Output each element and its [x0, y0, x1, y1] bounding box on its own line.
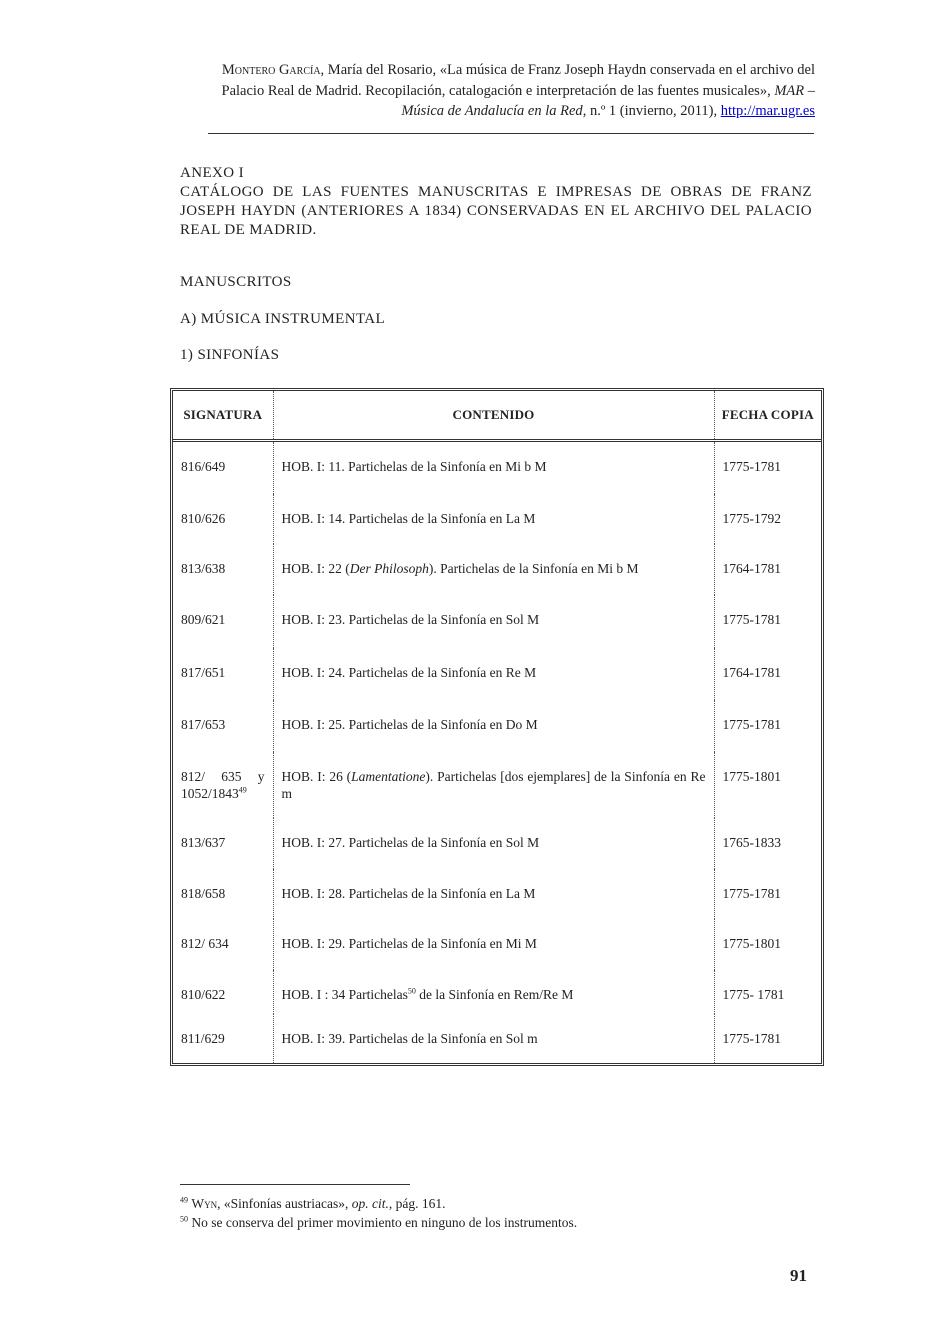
table-row: [173, 595, 821, 647]
footnote-text: , «Sinfonías austriacas»,: [217, 1196, 352, 1211]
work-title: Der Philosoph: [349, 561, 429, 577]
cell-signatura: [173, 441, 273, 494]
header-author: Montero García: [221, 62, 321, 78]
catalog-table: [170, 388, 824, 1066]
cell-signatura: [173, 595, 273, 647]
work-title: Lamentatione: [351, 769, 426, 785]
cell-contenido: [273, 919, 714, 969]
signatura-text: 817/651: [181, 664, 226, 680]
table-row: [173, 700, 821, 752]
table-row: [173, 970, 821, 1014]
cell-fecha-copia: 1775- 1781: [722, 986, 785, 1002]
header-signatura: SIGNATURA: [173, 391, 273, 441]
signatura-text: 809/621: [181, 612, 226, 628]
signatura-text: 813/638: [181, 561, 226, 577]
contenido-text: HOB. I: 27. Partichelas de la Sinfonía en Sol M: [281, 834, 540, 850]
cell-contenido: [273, 441, 714, 494]
contenido-text: ). Partichelas de la Sinfonía en Mi b M: [428, 561, 639, 577]
signatura-text: 812/ 634: [181, 936, 229, 952]
signatura-text: 818/658: [181, 886, 226, 902]
header-fecha-copia: FECHA COPIA: [714, 391, 821, 441]
cell-fecha-copia: 1775-1781: [722, 716, 781, 732]
footnote-op-cit: op. cit.: [351, 1196, 389, 1211]
cell-signatura: [173, 919, 273, 969]
table-header-row: [173, 391, 821, 441]
contenido-text: HOB. I: 11. Partichelas de la Sinfonía en Mi b M: [281, 459, 547, 474]
cell-fecha-copia: 1775-1781: [722, 1030, 781, 1046]
contenido-text: de la Sinfonía en Rem/Re M: [415, 986, 574, 1002]
footnote-author: Wyn: [191, 1196, 218, 1211]
running-header: [205, 60, 815, 122]
footnotes: [180, 1194, 820, 1232]
contenido-text: HOB. I : 34 Partichelas: [281, 986, 408, 1002]
header-issue: , n.º 1 (invierno, 2011),: [582, 103, 721, 119]
cell-contenido: [273, 595, 714, 647]
cell-fecha-copia: 1775-1792: [722, 510, 781, 526]
contenido-text: HOB. I: 25. Partichelas de la Sinfonía en Do M: [281, 716, 538, 732]
contenido-text: HOB. I: 28. Partichelas de la Sinfonía en La M: [281, 886, 536, 902]
cell-signatura: [173, 648, 273, 700]
contenido-text: HOB. I: 26 (: [281, 769, 352, 785]
signatura-text: 812/ 635 y 1052/1843: [181, 769, 265, 802]
footnote-page: , pág. 161.: [388, 1196, 446, 1211]
contenido-text: HOB. I: 24. Partichelas de la Sinfonía en Re M: [281, 664, 537, 680]
cell-signatura: [173, 752, 273, 818]
cell-signatura: [173, 494, 273, 544]
page-number: 91: [790, 1266, 807, 1285]
cell-signatura: [173, 700, 273, 752]
contenido-text: HOB. I: 22 (: [281, 561, 350, 577]
header-rule: [208, 133, 814, 134]
header-journal: MAR – Música de Andalucía en la Red: [401, 82, 815, 119]
contenido-text: HOB. I: 39. Partichelas de la Sinfonía en Sol m: [281, 1030, 538, 1046]
table-row: [173, 544, 821, 595]
table-row: [173, 818, 821, 869]
signatura-text: 813/637: [181, 834, 226, 850]
cell-fecha-copia: 1765-1833: [722, 834, 781, 850]
table-row: [173, 919, 821, 969]
annex-title: CATÁLOGO DE LAS FUENTES MANUSCRITAS E IMPRESAS DE OBRAS DE FRANZ JOSEPH HAYDN (ANTERIORES A 1834) CONSERVADAS EN EL ARCHIVO DEL PALACIO REAL DE MADRID.: [180, 184, 812, 238]
cell-fecha-copia: 1775-1801: [722, 936, 781, 952]
header-citation: , María del Rosario, «La música de Franz Joseph Haydn conservada en el archivo del Palacio Real de Madrid. Recopilación, catalogación e interpretación de las fuentes musicales»,: [221, 62, 815, 99]
annex-label: ANEXO I: [180, 165, 245, 181]
table-row: [173, 869, 821, 919]
table-row: [173, 494, 821, 544]
footnote-ref: 49: [238, 785, 247, 795]
table-row: [173, 441, 821, 494]
signatura-text: 810/622: [181, 986, 226, 1002]
cell-fecha-copia: 1764-1781: [722, 561, 781, 577]
section-musica-instrumental: A) MÚSICA INSTRUMENTAL: [180, 311, 386, 327]
cell-contenido: [273, 818, 714, 869]
footnote-number: 49: [180, 1195, 188, 1205]
footnote-ref: 50: [407, 986, 416, 996]
contenido-text: HOB. I: 23. Partichelas de la Sinfonía en Sol M: [281, 612, 540, 628]
contenido-text: ). Partichelas [dos ejemplares] de la Sinfonía en Re m: [281, 769, 706, 802]
cell-signatura: [173, 818, 273, 869]
signatura-text: 811/629: [181, 1030, 225, 1046]
cell-contenido: [273, 544, 714, 595]
annex-heading: [180, 164, 812, 240]
footnote-rule: [180, 1184, 410, 1185]
cell-fecha-copia: 1775-1781: [722, 459, 781, 474]
contenido-text: HOB. I: 29. Partichelas de la Sinfonía en Mi M: [281, 936, 537, 952]
footnote-49: [180, 1194, 820, 1213]
cell-fecha-copia: 1775-1781: [722, 612, 781, 628]
cell-contenido: [273, 1014, 714, 1063]
cell-contenido: [273, 869, 714, 919]
cell-fecha-copia: 1775-1801: [722, 769, 781, 785]
footnote-50: [180, 1213, 820, 1232]
header-contenido: CONTENIDO: [273, 391, 714, 441]
table-body: [173, 441, 821, 1064]
contenido-text: HOB. I: 14. Partichelas de la Sinfonía en La M: [281, 510, 536, 526]
cell-signatura: [173, 970, 273, 1014]
cell-signatura: [173, 869, 273, 919]
cell-contenido: [273, 648, 714, 700]
signatura-text: 810/626: [181, 510, 226, 526]
footnote-number: 50: [180, 1214, 188, 1224]
cell-fecha-copia: 1775-1781: [722, 886, 781, 902]
table-row: [173, 752, 821, 818]
signatura-text: 817/653: [181, 716, 226, 732]
signatura-text: 816/649: [181, 459, 226, 474]
cell-contenido: [273, 494, 714, 544]
cell-signatura: [173, 1014, 273, 1063]
table-row: [173, 648, 821, 700]
section-sinfonias: 1) SINFONÍAS: [180, 347, 280, 363]
section-manuscritos: MANUSCRITOS: [180, 274, 292, 290]
cell-contenido: [273, 970, 714, 1014]
cell-fecha-copia: 1764-1781: [722, 664, 781, 680]
footnote-text: No se conserva del primer movimiento en ninguno de los instrumentos.: [188, 1215, 578, 1230]
header-link[interactable]: http://mar.ugr.es: [720, 103, 815, 119]
table-row: [173, 1014, 821, 1063]
cell-contenido: [273, 752, 714, 818]
cell-contenido: [273, 700, 714, 752]
cell-signatura: [173, 544, 273, 595]
